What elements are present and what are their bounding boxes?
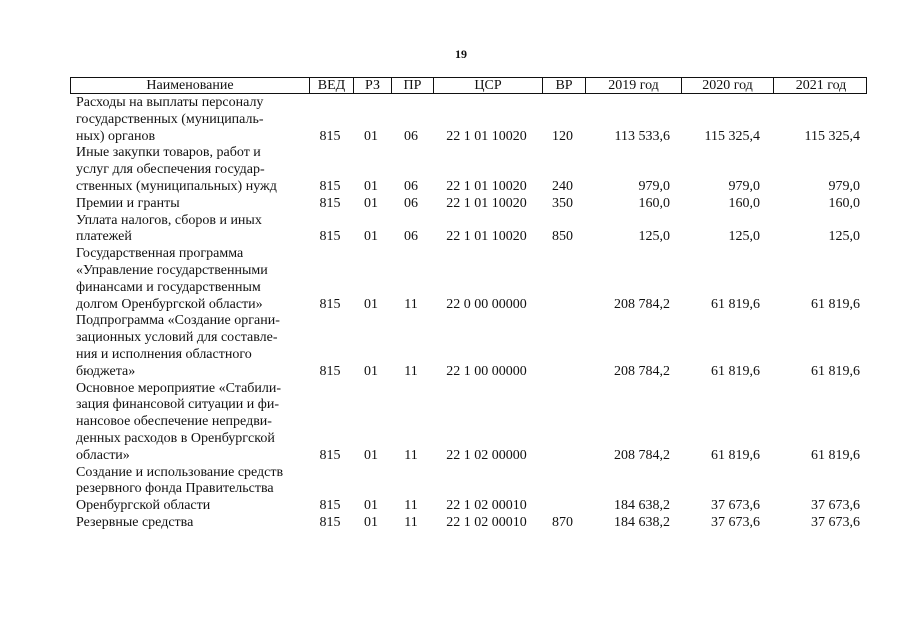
header-rz: РЗ	[353, 78, 391, 94]
cell-ved: 815	[319, 178, 341, 194]
cell-2019: 125,0	[638, 229, 670, 245]
cell-pr: 11	[404, 363, 418, 379]
cell-2020: 61 819,6	[711, 447, 760, 463]
cell-vr: 350	[552, 195, 573, 211]
cell-name-line: «Управление государственными	[76, 262, 268, 278]
cell-2021: 61 819,6	[811, 363, 860, 379]
cell-name	[70, 213, 308, 247]
cell-name	[70, 196, 308, 213]
table-row	[70, 145, 867, 195]
cell-2020: 160,0	[728, 195, 760, 211]
cell-name-line: Создание и использование средств	[76, 464, 284, 480]
cell-name	[70, 465, 308, 515]
table-header-row	[70, 77, 867, 94]
cell-ved: 815	[319, 195, 341, 211]
cell-name-line: долгом Оренбургской области»	[76, 296, 263, 312]
cell-pr: 11	[404, 498, 418, 514]
cell-pr: 11	[404, 514, 418, 530]
header-2020: 2020 год	[681, 78, 773, 94]
table-row	[70, 95, 867, 145]
budget-table	[70, 77, 867, 532]
table-row	[70, 246, 867, 313]
cell-rz: 01	[364, 363, 378, 379]
cell-pr: 06	[404, 195, 418, 211]
cell-name	[70, 381, 308, 465]
cell-name-line: области»	[76, 447, 130, 463]
cell-ved: 815	[319, 229, 341, 245]
cell-ved: 815	[319, 498, 341, 514]
cell-pr: 06	[404, 229, 418, 245]
table-row	[70, 196, 867, 213]
table-row	[70, 381, 867, 465]
cell-2021: 125,0	[828, 229, 860, 245]
cell-name-line: Уплата налогов, сборов и иных	[76, 212, 262, 228]
table-row	[70, 313, 867, 380]
cell-name-line: ния и исполнения областного	[76, 346, 252, 362]
cell-name	[70, 246, 308, 313]
cell-name-line: Иные закупки товаров, работ и	[76, 145, 261, 161]
cell-2021: 160,0	[828, 195, 860, 211]
cell-2020: 61 819,6	[711, 363, 760, 379]
cell-2021: 115 325,4	[804, 128, 860, 144]
cell-name-line: резервного фонда Правительства	[76, 481, 274, 497]
cell-2019: 979,0	[638, 178, 670, 194]
cell-name	[70, 95, 308, 145]
cell-csr: 22 1 02 00000	[446, 447, 527, 463]
cell-2021: 979,0	[828, 178, 860, 194]
cell-pr: 06	[404, 178, 418, 194]
cell-2020: 115 325,4	[704, 128, 760, 144]
cell-name-line: ных) органов	[76, 128, 156, 144]
cell-2020: 37 673,6	[711, 498, 760, 514]
cell-2019: 113 533,6	[614, 128, 670, 144]
table-body	[70, 94, 867, 532]
cell-2021: 37 673,6	[811, 498, 860, 514]
cell-csr: 22 1 01 10020	[446, 178, 527, 194]
cell-rz: 01	[364, 498, 378, 514]
cell-vr: 240	[552, 178, 573, 194]
cell-2019: 184 638,2	[614, 514, 670, 530]
table-row	[70, 515, 867, 532]
cell-name-line: денных расходов в Оренбургской	[76, 430, 275, 446]
cell-name	[70, 515, 308, 532]
cell-csr: 22 1 01 10020	[446, 195, 527, 211]
cell-csr: 22 1 00 00000	[446, 363, 527, 379]
cell-name-line: Государственная программа	[76, 246, 244, 262]
cell-name-line: финансами и государственным	[76, 279, 261, 295]
header-2021: 2021 год	[773, 78, 868, 94]
cell-pr: 11	[404, 447, 418, 463]
cell-2020: 61 819,6	[711, 296, 760, 312]
cell-name-line: ственных (муниципальных) нужд	[76, 178, 277, 194]
cell-2019: 160,0	[638, 195, 670, 211]
cell-name-line: зационных условий для составле-	[76, 330, 278, 346]
cell-2020: 37 673,6	[711, 514, 760, 530]
cell-name-line: платежей	[76, 229, 132, 245]
cell-csr: 22 1 01 10020	[446, 128, 527, 144]
cell-csr: 22 0 00 00000	[446, 296, 527, 312]
header-2019: 2019 год	[585, 78, 681, 94]
cell-name-line: Премии и гранты	[76, 195, 180, 211]
header-pr: ПР	[391, 78, 433, 94]
cell-ved: 815	[319, 514, 341, 530]
header-ved: ВЕД	[309, 78, 353, 94]
cell-rz: 01	[364, 195, 378, 211]
header-csr: ЦСР	[433, 78, 542, 94]
cell-2019: 208 784,2	[614, 296, 670, 312]
cell-ved: 815	[319, 296, 341, 312]
cell-name-line: услуг для обеспечения государ-	[76, 162, 265, 178]
cell-2021: 61 819,6	[811, 296, 860, 312]
cell-name-line: Резервные средства	[76, 514, 194, 530]
cell-rz: 01	[364, 296, 378, 312]
cell-2021: 61 819,6	[811, 447, 860, 463]
cell-name-line: бюджета»	[76, 363, 136, 379]
cell-2019: 184 638,2	[614, 498, 670, 514]
header-vr: ВР	[542, 78, 585, 94]
cell-ved: 815	[319, 447, 341, 463]
cell-vr: 120	[552, 128, 573, 144]
cell-rz: 01	[364, 514, 378, 530]
table-row	[70, 213, 867, 247]
header-name: Наименование	[146, 78, 234, 93]
cell-2020: 979,0	[728, 178, 760, 194]
cell-name-line: Оренбургской области	[76, 498, 211, 514]
cell-ved: 815	[319, 363, 341, 379]
cell-rz: 01	[364, 229, 378, 245]
cell-pr: 06	[404, 128, 418, 144]
cell-name-line: государственных (муниципаль-	[76, 111, 264, 127]
cell-csr: 22 1 02 00010	[446, 498, 527, 514]
cell-2019: 208 784,2	[614, 363, 670, 379]
cell-pr: 11	[404, 296, 418, 312]
cell-name-line: Основное мероприятие «Стабили-	[76, 380, 282, 396]
page-number: 19	[455, 47, 467, 61]
cell-csr: 22 1 01 10020	[446, 229, 527, 245]
cell-ved: 815	[319, 128, 341, 144]
cell-name	[70, 145, 308, 195]
cell-name-line: зация финансовой ситуации и фи-	[76, 397, 280, 413]
table-row	[70, 465, 867, 515]
cell-rz: 01	[364, 178, 378, 194]
cell-vr: 850	[552, 229, 573, 245]
cell-2019: 208 784,2	[614, 447, 670, 463]
cell-name-line: Расходы на выплаты персоналу	[76, 95, 264, 110]
cell-2021: 37 673,6	[811, 514, 860, 530]
cell-name-line: нансовое обеспечение непредви-	[76, 414, 272, 430]
cell-name	[70, 313, 308, 380]
cell-rz: 01	[364, 447, 378, 463]
cell-vr: 870	[552, 514, 573, 530]
cell-rz: 01	[364, 128, 378, 144]
cell-2020: 125,0	[728, 229, 760, 245]
cell-name-line: Подпрограмма «Создание органи-	[76, 313, 280, 329]
cell-csr: 22 1 02 00010	[446, 514, 527, 530]
